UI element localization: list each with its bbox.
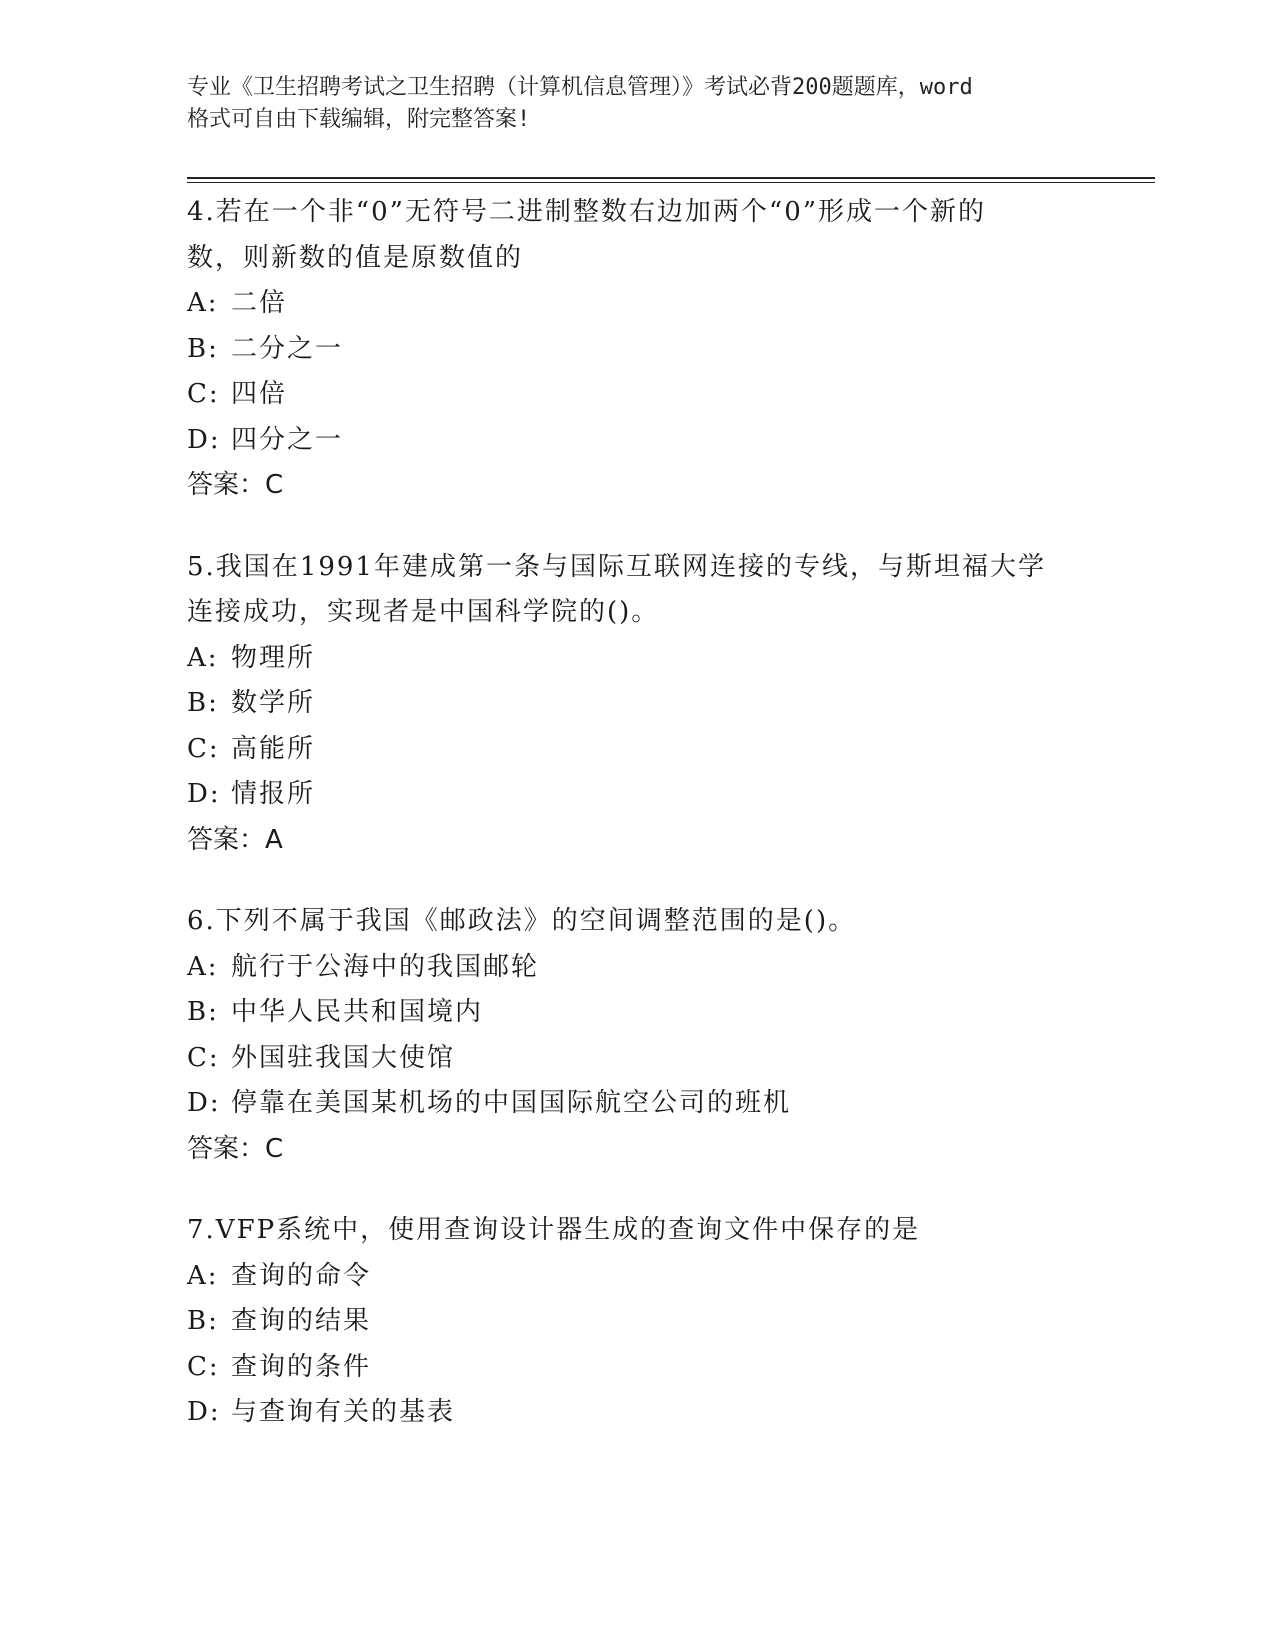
option-letter: A: — [187, 1260, 219, 1291]
option-text: 四分之一 — [231, 424, 344, 455]
option-d — [187, 418, 1087, 464]
option-text: 查询的命令 — [231, 1260, 372, 1291]
option-text: 四倍 — [231, 379, 288, 409]
question-text-line: 连接成功，实现者是中国科学院的()。 — [187, 597, 660, 627]
option-b — [187, 327, 1087, 373]
option-a — [187, 281, 1087, 327]
option-letter: C: — [187, 379, 220, 409]
option-letter: D: — [187, 424, 221, 455]
option-d — [187, 1390, 1087, 1436]
option-d — [187, 772, 1087, 818]
question-6 — [187, 899, 1087, 1172]
option-letter: C: — [187, 1351, 220, 1382]
option-text: 查询的条件 — [231, 1351, 372, 1382]
document-header — [187, 72, 1087, 136]
option-text: 查询的结果 — [231, 1306, 372, 1336]
option-c — [187, 1036, 1087, 1082]
option-letter: D: — [187, 779, 221, 809]
answer-line: 答案：C — [187, 470, 284, 500]
option-letter: B: — [187, 997, 219, 1027]
header-line-1: 专业《卫生招聘考试之卫生招聘（计算机信息管理）》考试必背200题题库，word — [187, 75, 973, 100]
option-d — [187, 1081, 1087, 1127]
question-5 — [187, 545, 1087, 864]
question-list — [187, 190, 1087, 1472]
option-text: 数学所 — [231, 688, 316, 718]
option-text: 二分之一 — [231, 333, 344, 364]
question-text-line: 4.若在一个非“0”无符号二进制整数右边加两个“0”形成一个新的 — [187, 197, 987, 227]
header-divider-thick — [187, 177, 1155, 179]
option-text: 物理所 — [231, 642, 316, 673]
question-text-line: 5.我国在1991年建成第一条与国际互联网连接的专线，与斯坦福大学 — [187, 551, 1046, 582]
option-text: 情报所 — [231, 779, 316, 809]
option-letter: A: — [187, 288, 219, 318]
option-a — [187, 945, 1087, 991]
option-c — [187, 372, 1087, 418]
option-text: 高能所 — [231, 733, 316, 764]
option-a — [187, 1254, 1087, 1300]
option-letter: D: — [187, 1397, 221, 1427]
option-text: 航行于公海中的我国邮轮 — [231, 951, 540, 982]
option-letter: B: — [187, 688, 219, 718]
option-letter: D: — [187, 1088, 221, 1118]
option-text: 停靠在美国某机场的中国国际航空公司的班机 — [231, 1088, 792, 1118]
question-text-line: 7.VFP系统中，使用查询设计器生成的查询文件中保存的是 — [187, 1215, 921, 1245]
question-text-line: 数，则新数的值是原数值的 — [187, 242, 524, 273]
header-line-2: 格式可自由下载编辑，附完整答案! — [187, 107, 531, 132]
question-text-line: 6.下列不属于我国《邮政法》的空间调整范围的是()。 — [187, 906, 857, 936]
header-divider-thin — [187, 182, 1155, 183]
option-c — [187, 1345, 1087, 1391]
option-letter: A: — [187, 642, 219, 673]
question-7 — [187, 1208, 1087, 1436]
answer-line: 答案：C — [187, 1133, 284, 1164]
option-text: 中华人民共和国境内 — [231, 997, 484, 1027]
option-a — [187, 636, 1087, 682]
option-b — [187, 681, 1087, 727]
option-b — [187, 990, 1087, 1036]
option-text: 与查询有关的基表 — [231, 1397, 456, 1427]
option-text: 外国驻我国大使馆 — [231, 1042, 456, 1073]
option-letter: C: — [187, 1042, 220, 1073]
option-letter: B: — [187, 1306, 219, 1336]
option-letter: A: — [187, 951, 219, 982]
option-letter: C: — [187, 733, 220, 764]
option-b — [187, 1299, 1087, 1345]
answer-line: 答案：A — [187, 824, 283, 855]
question-4 — [187, 190, 1087, 509]
option-letter: B: — [187, 333, 219, 364]
option-c — [187, 727, 1087, 773]
option-text: 二倍 — [231, 288, 288, 318]
